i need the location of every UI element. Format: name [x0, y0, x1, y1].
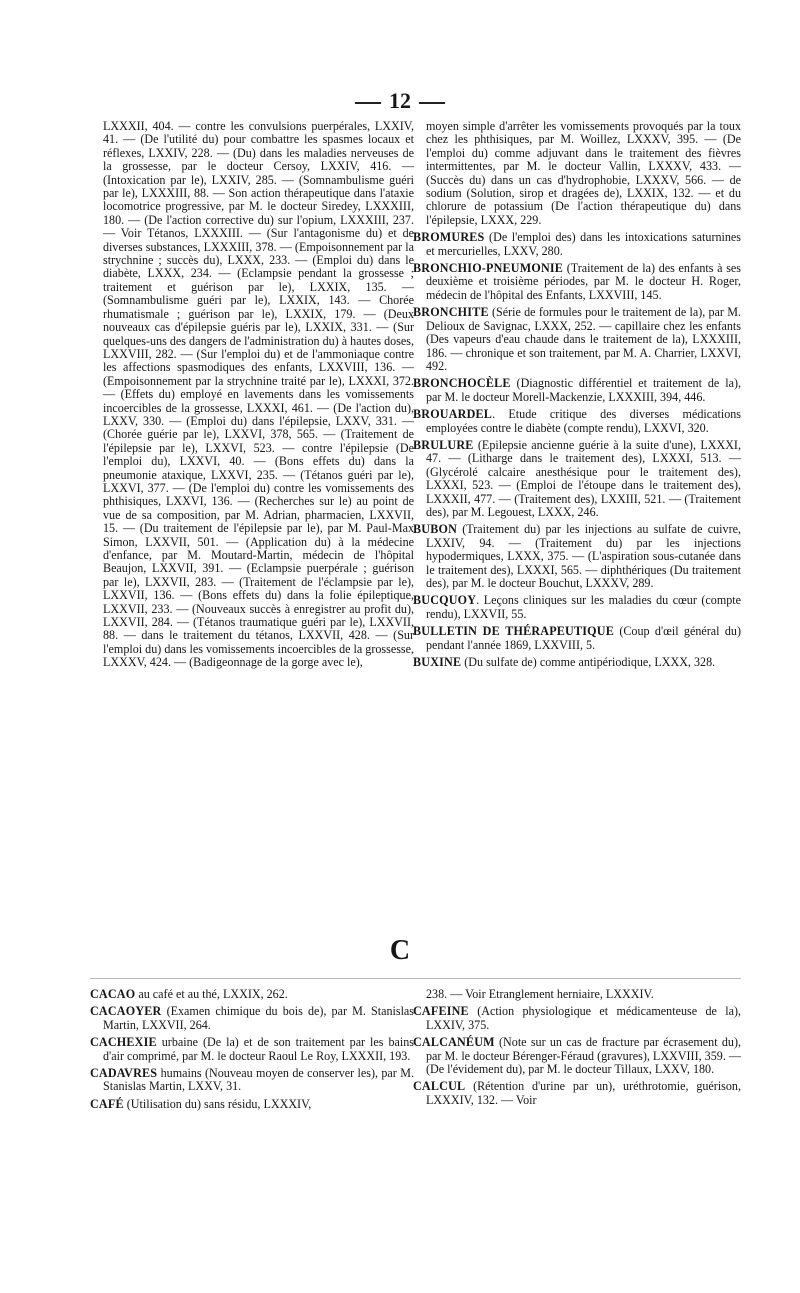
index-entry — [413, 656, 741, 669]
entry-headword: CACAO — [90, 987, 136, 1001]
entry-text: (Epilepsie ancienne guérie à la suite d'une), LXXXI, 47. — (Litharge dans le traitement des), LXXXI, 513. — (Glycérolé calcaire anesthésique pour le traitement des), LXXXI, 523. — (Emploi de l'étoupe dans le traitement des), LXXXII, 477. — (Traitement des), LXXIII, 521. — (Traitement des), par M. Legouest, LXXX, 246. — [426, 437, 741, 519]
entry-text: (De l'emploi des) dans les intoxications saturnines et mercurielles, LXXV, 280. — [426, 230, 741, 258]
continuation-text: 238. — Voir Etranglement herniaire, LXXXIV. — [426, 987, 654, 1001]
entry-headword: CAFÉ — [90, 1096, 124, 1111]
index-entry — [413, 231, 741, 258]
entry-text: (Série de formules pour le traitement de la), par M. Delioux de Savignac, LXXX, 252. — capillaire chez les enfants (Des vapeurs d'eau chaude dans le traitement de la), LXXXIII, 186. — chronique et son traitement, par M. A. Charrier, LXXVI, 492. — [426, 305, 741, 373]
entry-headword: BUCQUOY — [413, 593, 477, 608]
entry-headword: BUBON — [413, 522, 458, 537]
entry-headword: BRONCHOCÈLE — [413, 376, 511, 391]
index-entry — [413, 1005, 741, 1032]
index-entry — [90, 1098, 414, 1111]
entry-headword: BROUARDEL — [413, 407, 493, 422]
index-entry — [413, 262, 741, 302]
entry-headword: BROMURES — [413, 230, 485, 245]
entry-text: (Rétention d'urine par un), uréthrotomie, guérison, LXXXIV, 132. — Voir — [426, 1079, 741, 1107]
entry-headword: CAFEINE — [413, 1004, 469, 1019]
entry-text: . Leçons cliniques sur les maladies du cœur (compte rendu), LXXVII, 55. — [426, 593, 741, 621]
index-entry — [90, 1005, 414, 1032]
entry-text: urbaine (De la) et de son traitement par les bains d'air comprimé, par M. le docteur Raoul Le Roy, LXXXII, 193. — [103, 1035, 414, 1063]
entry-headword: CALCUL — [413, 1079, 466, 1094]
entry-headword: BRULURE — [413, 437, 474, 452]
entry-headword: CACHEXIE — [90, 1035, 157, 1050]
entry-text: (Examen chimique du bois de), par M. Stanislas Martin, LXXVII, 264. — [103, 1004, 414, 1032]
index-entry — [413, 306, 741, 373]
page-number: 12 — [0, 88, 800, 114]
index-entry — [413, 594, 741, 621]
index-entry — [413, 523, 741, 590]
index-entry — [90, 1067, 414, 1094]
entry-text: (Utilisation du) sans résidu, LXXXIV, — [123, 1096, 312, 1111]
index-entry — [413, 439, 741, 519]
index-entry — [413, 1036, 741, 1076]
section-letter-heading: C — [389, 935, 411, 966]
entry-text: au café et au thé, LXXIX, 262. — [135, 987, 288, 1001]
entry-headword: BUXINE — [413, 655, 462, 670]
entry-text: (Coup d'œil général du) pendant l'année 1869, LXXVIII, 5. — [426, 624, 741, 652]
continuation-text: moyen simple d'arrêter les vomissements provoqués par la toux chez les phthisiques, par M. Woillez, LXXXV, 395. — (De l'emploi du) comme adjuvant dans le traitement des fièvres intermittentes, par M. le docteur Vallin, LXXXV, 433. — (Succès du) dans un cas d'hydrophobie, LXXXV, 566. — de sodium (Solution, sirop et dragées de), LXXIX, 132. — et du chlorure de potassium (De l'action thérapeutique du) dans l'épilepsie, LXXX, 229. — [426, 119, 741, 227]
entry-text: (Diagnostic différentiel et traitement de la), par M. le docteur Morell-Mackenzie, LXXXIII, 394, 446. — [426, 376, 741, 404]
column-bottom-right — [413, 988, 741, 1111]
entry-text: humains (Nouveau moyen de conserver les), par M. Stanislas Martin, LXXV, 31. — [103, 1066, 414, 1094]
entry-headword: CALCANÉUM — [413, 1035, 495, 1050]
entry-text: (Action physiologique et médicamenteuse de la), LXXIV, 375. — [426, 1004, 741, 1032]
entry-headword: BULLETIN DE THÉRAPEUTIQUE — [413, 624, 614, 639]
index-entry — [413, 408, 741, 435]
entry-headword: BRONCHITE — [413, 305, 489, 320]
entry-text: (Note sur un cas de fracture par écrasement du), par M. le docteur Bérenger-Féraud (gravures), LXXVIII, 359. — (De l'évidement du), par M. le docteur Tillaux, LXXV, 180. — [426, 1035, 741, 1077]
index-entry — [413, 377, 741, 404]
index-entry — [90, 1036, 414, 1063]
entry-text: (Traitement du) par les injections au sulfate de cuivre, LXXIV, 94. — (Traitement du) par les injections hypodermiques, LXXX, 375. — (L'aspiration sous-cutanée dans le traitement des), LXXXI, 565. — diphthériques (Du traitement des), par M. le docteur Bouchut, LXXXV, 289. — [426, 522, 741, 590]
index-entry — [413, 1080, 741, 1107]
index-entry — [413, 625, 741, 652]
section-divider — [90, 978, 741, 979]
index-entry — [90, 988, 414, 1001]
entry-headword: CACAOYER — [90, 1004, 162, 1019]
column-top-right — [413, 120, 741, 673]
column-bottom-left — [90, 988, 414, 1115]
continuation-text: LXXXII, 404. — contre les convulsions puerpérales, LXXIV, 41. — (De l'utilité du) pour combattre les spasmes locaux et réflexes, LXXIV, 228. — (Du) dans les maladies nerveuses de la grossesse, par le docteur Cersoy, LXXIV, 416. — (Intoxication par le), LXXIV, 285. — (Somnambulisme guéri par le), LXXXIII, 88. — Son action thérapeutique dans l'ataxie locomotrice progressive, par M. le docteur Siredey, LXXXIII, 180. — (De l'action corrective du) sur l'opium, LXXXIII, 237. — Voir Tétanos, LXXXIII. — (Sur l'antagonisme du) et de diverses substances, LXXXIII, 378. — (Empoisonnement par la strychnine ; succès du), LXXX, 233. — (Emploi du) dans le diabète, LXXX, 234. — (Eclampsie pendant la grossesse ; traitement et guérison par le), LXXIX, 135. — (Somnambulisme guéri par le), LXXIX, 143. — Chorée rhumatismale ; guérison par le), LXXIX, 179. — (Deux nouveaux cas d'épilepsie guéris par le), LXXIX, 331. — (Sur quelques-uns des dangers de l'administration du) à hautes doses, LXXVIII, 282. — (Sur l'emploi du) et de l'ammoniaque contre les affections spasmodiques des enfants, LXXVIII, 136. — (Empoisonnement par la strychnine traité par le), LXXXI, 372. — (Effets du) employé en lavements dans les vomissements incoercibles de la grossesse, LXXXI, 461. — (De l'action du), LXXV, 330. — (Emploi du) dans l'épilepsie, LXXV, 331. — (Chorée guérie par le), LXXVI, 378, 565. — (Traitement de l'épilepsie par le), LXXVI, 523. — contre l'épilepsie (De l'emploi du), LXXVI, 40. — (Bons effets du) dans la pneumonie ataxique, LXXVI, 235. — (Tétanos guéri par le), LXXVI, 377. — (De l'emploi du) contre les vomissements des phthisiques, LXXVI, 136. — (Recherches sur le) au point de vue de sa composition, par M. Adrian, pharmacien, LXXVII, 15. — (Du traitement de l'épilepsie par le), par M. Paul-Max Simon, LXXVII, 501. — (Application du) à la médecine d'enfance, par M. Moutard-Martin, médecin de l'hôpital Beaujon, LXXVII, 391. — (Eclampsie puerpérale ; guérison par le), LXXVII, 283. — (Traitement de l'éclampsie par le), LXXVII, 136. — (Bons effets du) dans la folie épileptique, LXXVII, 233. — (Nouveaux succès à enregistrer au profit du), LXXVII, 284. — (Tétanos traumatique guéri par le), LXXVII, 88. — dans le traitement du tétanos, LXXVII, 428. — (Sur l'emploi du) dans les vomissements incoercibles de la grossesse, LXXXV, 424. — (Badigeonnage de la gorge avec le), — [103, 119, 414, 670]
entry-headword: CADAVRES — [90, 1066, 158, 1081]
entry-headword: BRONCHIO-PNEUMONIE — [413, 261, 564, 276]
entry-text: (Du sulfate de) comme antipériodique, LXXX, 328. — [461, 655, 716, 670]
column-top-left — [90, 120, 414, 674]
entry-text: . Etude critique des diverses médications employées contre le diabète (compte rendu), LXXVI, 320. — [426, 407, 741, 435]
entry-text: (Traitement de la) des enfants à ses deuxième et troisième périodes, par M. le docteur H. Roger, médecin de l'hôpital des Enfants, LXXVIII, 145. — [426, 261, 741, 302]
